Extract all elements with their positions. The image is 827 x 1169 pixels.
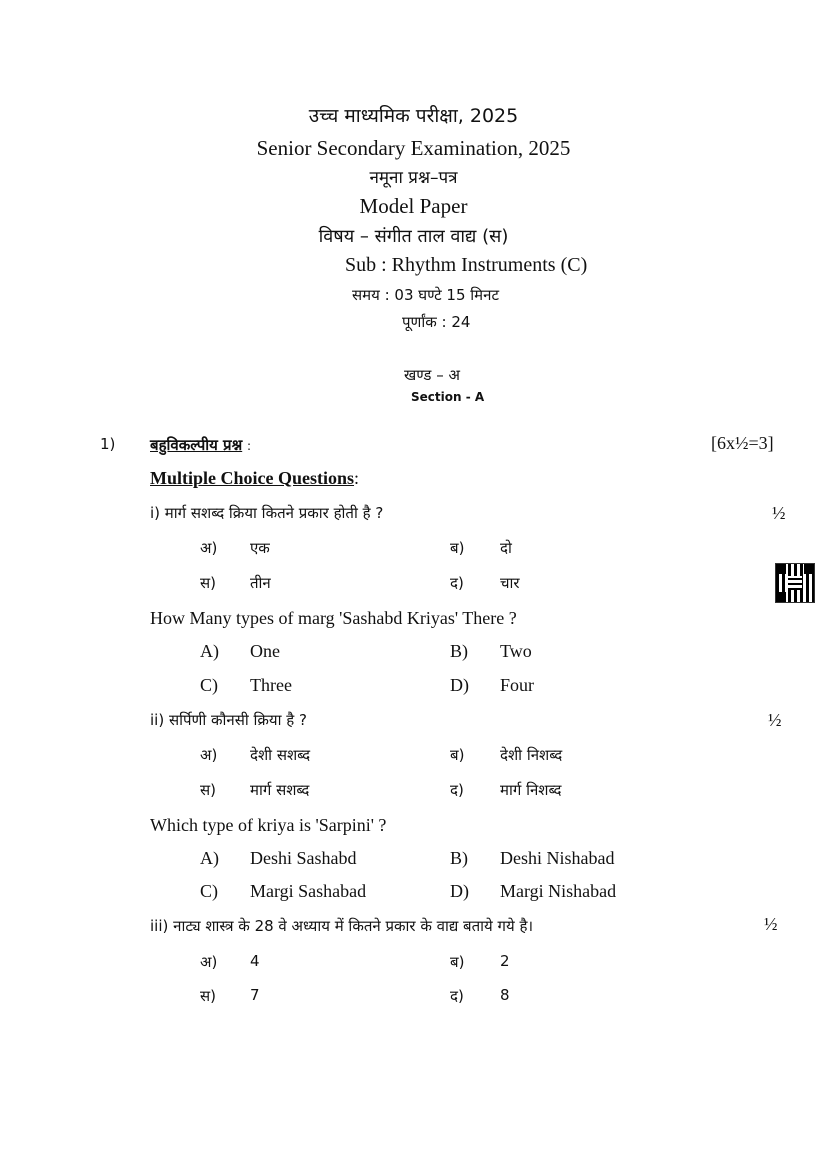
option-label: स) bbox=[200, 987, 216, 1005]
option-label: अ) bbox=[200, 539, 218, 557]
option-text: 8 bbox=[500, 986, 510, 1004]
option-label: द) bbox=[450, 781, 464, 799]
option-text: देशी निशब्द bbox=[500, 746, 563, 764]
option-label: ब) bbox=[450, 953, 465, 971]
mcq-heading-english-colon: : bbox=[354, 468, 360, 488]
option-label: A) bbox=[200, 848, 219, 868]
option-text: मार्ग निशब्द bbox=[500, 781, 562, 799]
option-text: एक bbox=[250, 539, 270, 557]
option-text: मार्ग सशब्द bbox=[250, 781, 310, 799]
exam-title-english: Senior Secondary Examination, 2025 bbox=[256, 136, 571, 160]
option-label: द) bbox=[450, 574, 464, 592]
option-label: अ) bbox=[200, 746, 218, 764]
question-text-hindi: iii) नाट्य शास्त्र के 28 वे अध्याय में कितने प्रकार के वाद्य बताये गये है। bbox=[150, 917, 534, 935]
option-label: अ) bbox=[200, 953, 218, 971]
option-text: Four bbox=[500, 675, 535, 695]
mcq-heading-english-row bbox=[150, 468, 359, 489]
section-label-english: Section - A bbox=[411, 390, 485, 404]
option-label: B) bbox=[450, 641, 468, 661]
question-text-hindi: ii) सर्पिणी कौनसी क्रिया है ? bbox=[150, 711, 307, 729]
option-text: Deshi Nishabad bbox=[500, 848, 615, 868]
option-text: 4 bbox=[250, 952, 260, 970]
option-label: D) bbox=[450, 881, 469, 901]
question-mark: ½ bbox=[764, 914, 778, 934]
option-label: स) bbox=[200, 781, 216, 799]
option-text: Three bbox=[250, 675, 292, 695]
section-label-hindi: खण्ड – अ bbox=[404, 366, 460, 384]
option-label: ब) bbox=[450, 539, 465, 557]
option-text: Margi Sashabad bbox=[250, 881, 367, 901]
option-text: देशी सशब्द bbox=[250, 746, 311, 764]
paper-type-english: Model Paper bbox=[359, 194, 468, 218]
option-text: तीन bbox=[250, 574, 271, 592]
option-text: 2 bbox=[500, 952, 510, 970]
option-label: C) bbox=[200, 675, 218, 695]
option-label: A) bbox=[200, 641, 219, 661]
exam-title-hindi: उच्च माध्यमिक परीक्षा, 2025 bbox=[308, 105, 519, 127]
subject-english: Sub : Rhythm Instruments (C) bbox=[345, 254, 588, 276]
question-total-marks: [6x½=3] bbox=[711, 433, 774, 453]
question-text-hindi: i) मार्ग सशब्द क्रिया कितने प्रकार होती है ? bbox=[150, 504, 384, 522]
qr-code-icon bbox=[776, 564, 814, 602]
subject-hindi: विषय – संगीत ताल वाद्य (स) bbox=[318, 226, 509, 247]
option-text: One bbox=[250, 641, 280, 661]
option-label: C) bbox=[200, 881, 218, 901]
option-text: Two bbox=[500, 641, 532, 661]
mcq-heading-english: Multiple Choice Questions bbox=[150, 468, 355, 488]
question-number: 1) bbox=[100, 435, 116, 453]
mcq-heading-hindi: बहुविकल्पीय प्रश्न bbox=[150, 436, 243, 454]
question-text-english: How Many types of marg 'Sashabd Kriyas' There ? bbox=[150, 608, 517, 628]
option-text: दो bbox=[500, 539, 512, 557]
question-text-english: Which type of kriya is 'Sarpini' ? bbox=[150, 815, 387, 835]
option-text: 7 bbox=[250, 986, 260, 1004]
option-label: B) bbox=[450, 848, 468, 868]
question-mark: ½ bbox=[772, 503, 786, 523]
option-label: D) bbox=[450, 675, 469, 695]
time-allowed: समय : 03 घण्टे 15 मिनट bbox=[352, 286, 500, 304]
maximum-marks: पूर्णांक : 24 bbox=[402, 313, 471, 331]
option-text: Deshi Sashabd bbox=[250, 848, 357, 868]
option-text: Margi Nishabad bbox=[500, 881, 617, 901]
paper-type-hindi: नमूना प्रश्न–पत्र bbox=[369, 168, 458, 188]
option-label: ब) bbox=[450, 746, 465, 764]
option-text: चार bbox=[500, 574, 520, 592]
question-mark: ½ bbox=[768, 710, 782, 730]
mcq-heading-separator: : bbox=[246, 439, 252, 453]
option-label: स) bbox=[200, 574, 216, 592]
mcq-heading-hindi-row bbox=[150, 435, 251, 455]
option-label: द) bbox=[450, 987, 464, 1005]
